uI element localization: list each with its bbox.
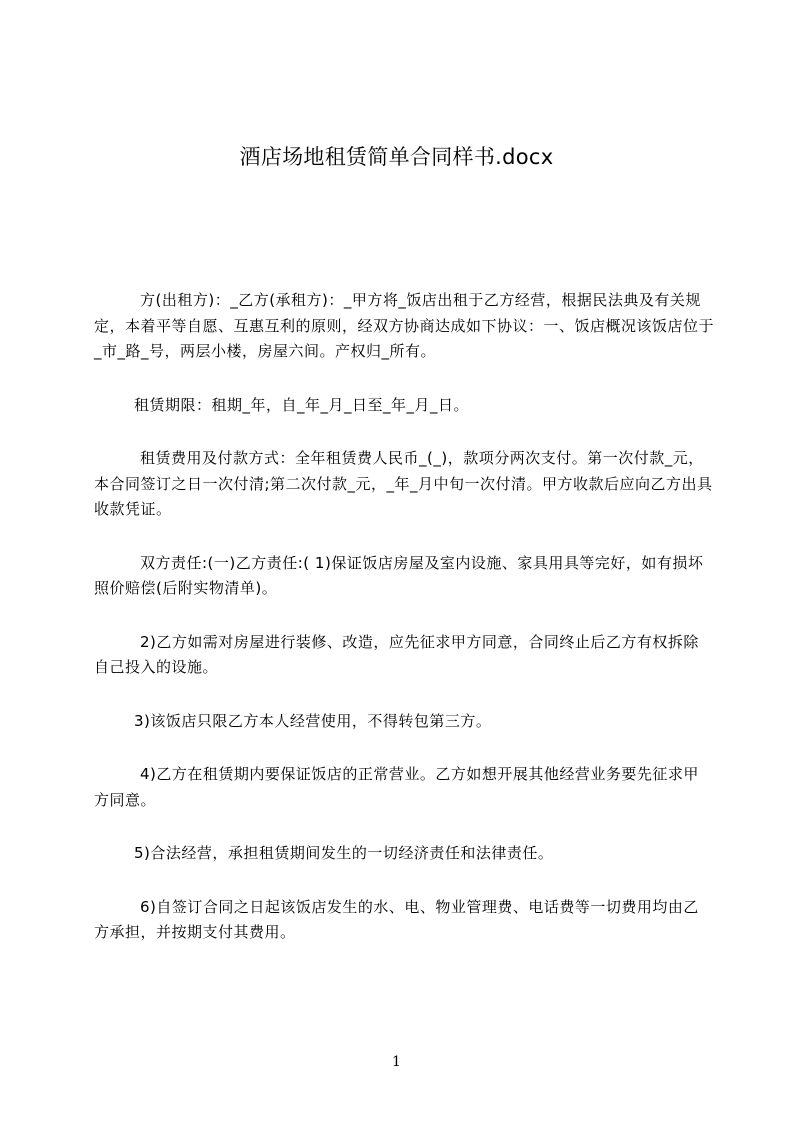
paragraph-responsibility-3: 3)该饭店只限乙方本人经营使用，不得转包第三方。: [134, 711, 492, 730]
document-title: 酒店场地租赁简单合同样书.docx: [239, 145, 554, 169]
document-body: [94, 288, 714, 974]
paragraph-rent-payment: 租赁费用及付款方式：全年租赁费人民币_(_)，款项分两次支付。第一次付款_元，本合同签订之日一次付清;第二次付款_元，_年_月中旬一次付清。甲方收款后应向乙方出具收款凭证。: [94, 449, 713, 518]
paragraph-responsibility-5: 5)合法经营，承担租赁期间发生的一切经济责任和法律责任。: [134, 844, 554, 862]
paragraph-responsibility-6: 6)自签订合同之日起该饭店发生的水、电、物业管理费、电话费等一切费用均由乙方承担，并按期支付其费用。: [94, 897, 699, 941]
paragraph-lease-term: 租赁期限：租期_年，自_年_月_日至_年_月_日。: [134, 395, 470, 414]
paragraph-responsibility-2: 2)乙方如需对房屋进行装修、改造，应先征求甲方同意，合同终止后乙方有权拆除自己投入的设施。: [94, 632, 699, 676]
paragraph-responsibility-1: 双方责任:(一)乙方责任:( 1)保证饭店房屋及室内设施、家具用具等完好，如有损坏照价赔偿(后附实物清单)。: [94, 553, 704, 597]
page-number: 1: [392, 1054, 401, 1070]
paragraph-parties: 方(出租方)：_乙方(承租方)：_甲方将_饭店出租于乙方经营，根据民法典及有关规定，本着平等自愿、互惠互利的原则，经双方协商达成如下协议：一、饭店概况该饭店位于_市_路_号，两层小楼，房屋六间。产权归_所有。: [94, 291, 715, 360]
paragraph-responsibility-4: 4)乙方在租赁期内要保证饭店的正常营业。乙方如想开展其他经营业务要先征求甲方同意。: [94, 765, 699, 809]
